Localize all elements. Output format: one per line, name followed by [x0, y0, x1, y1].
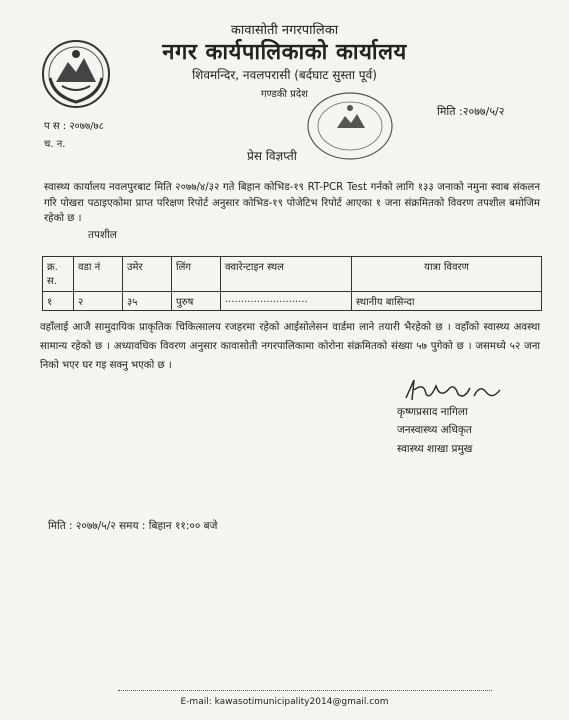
cell-gender: पुरुष: [172, 292, 221, 311]
details-heading: तपशील: [88, 229, 117, 241]
footer-divider: [118, 690, 492, 691]
patient-details-table: [42, 256, 542, 311]
status-paragraph: वहाँलाई आजै सामुदायिक प्राकृतिक चिकित्सालय रजहरमा रहेको आईसोलेसन वार्डमा लाने तयारी भैरहेको छ । वहाँको स्वास्थ्य अवस्था सामान्य रहेको छ । अध्यावधिक विवरण अनुसार कावासोती नगरपालिकामा कोरोना संक्रमितको संख्या ५७ पुगेको छ । जसमध्ये ५२ जना निको भएर घर गइ सक्नु भएको छ ।: [40, 322, 540, 371]
signer-department: स्वास्थ्य शाखा प्रमुख: [397, 443, 473, 455]
header-ward: वडा नं: [74, 257, 123, 292]
signature-icon: [400, 372, 510, 406]
province-name: गण्डकी प्रदेश: [261, 89, 308, 100]
contact-email: E-mail: kawasotimunicipality2014@gmail.com: [180, 697, 389, 707]
dispatch-number: च. न.: [44, 139, 66, 150]
header-age: उमेर: [123, 257, 172, 292]
office-stamp-icon: [305, 90, 395, 162]
cell-serial: १: [43, 292, 74, 311]
office-name: नगर कार्यपालिकाको कार्यालय: [162, 40, 407, 65]
release-datetime: मिति : २०७७/५/२ समय : बिहान ११:०० बजे: [48, 520, 218, 532]
cell-age: ३५: [123, 292, 172, 311]
table-row: [43, 292, 542, 311]
cell-travel: स्थानीय बासिन्दा: [352, 292, 542, 311]
reference-number: प स : २०७७/७८: [44, 121, 104, 132]
header-gender: लिंग: [172, 257, 221, 292]
cell-ward: २: [74, 292, 123, 311]
letterhead: [0, 0, 569, 110]
header-travel: यात्रा विवरण: [352, 257, 542, 292]
document-title: प्रेस विज्ञप्ती: [247, 149, 297, 163]
municipality-name: कावासोती नगरपालिका: [230, 23, 339, 38]
intro-paragraph: स्वास्थ्य कार्यालय नवलपुरबाट मिति २०७७/४/३२ गते बिहान कोभिड-१९ RT-PCR Test गर्नको लागि १३३ जनाको नमुना स्वाब संकलन गरि पोखरा पठाइएकोमा प्राप्त परिक्षण रिपोर्ट अनुसार कोभिड-१९ पोजेटिभ रिपोर्ट आएका १ जना संक्रमितको विवरण तपशील बमोजिम रहेको छ ।: [44, 182, 540, 224]
header-serial: क्र. स.: [43, 257, 74, 292]
table-header-row: [43, 257, 542, 292]
header-quarantine: क्वारेन्टाइन स्थल: [221, 257, 352, 292]
signer-name: कृष्णप्रसाद नागिला: [397, 406, 468, 418]
signer-post: जनस्वास्थ्य अधिकृत: [397, 424, 472, 436]
issue-date: मिति :२०७७/५/२: [437, 105, 505, 118]
office-address: शिवमन्दिर, नवलपरासी (बर्दघाट सुस्ता पूर्व): [192, 68, 377, 82]
cell-quarantine: ..........................: [221, 292, 352, 311]
